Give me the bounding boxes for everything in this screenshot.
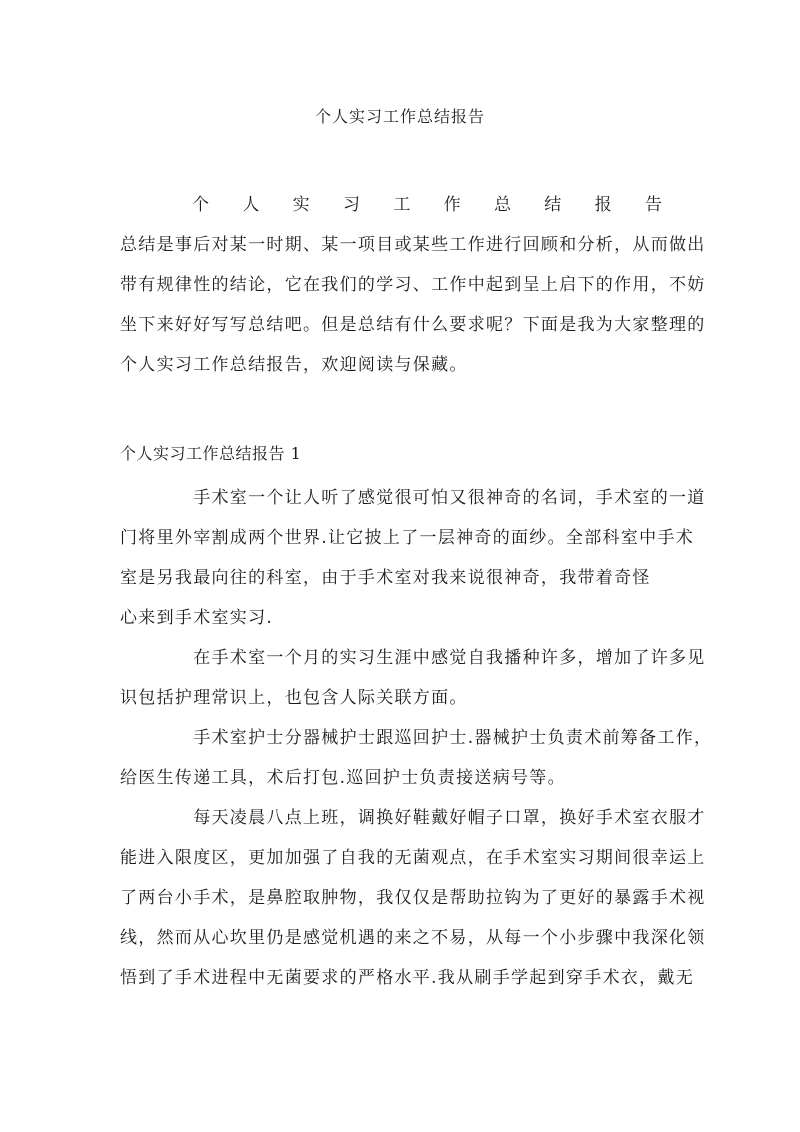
spaced-title-char: 总 (493, 195, 511, 215)
text-line: 心来到手术室实习. (120, 608, 274, 628)
document-title: 个人实习工作总结报告 (314, 107, 485, 126)
spaced-title-char: 工 (393, 195, 411, 215)
body-text (120, 478, 713, 998)
text-line: 个人实习工作总结报告，欢迎阅读与保藏。 (120, 355, 468, 375)
text-line: 线，然而从心坎里仍是感觉机遇的来之不易，从每一个小步骤中我深化领 (120, 928, 706, 948)
text-line: 每天凌晨八点上班，调换好鞋戴好帽子口罩，换好手术室衣服才 (120, 808, 706, 828)
text-line: 手术室护士分器械护士跟巡回护士.器械护士负责术前筹备工作， (120, 728, 713, 748)
spaced-title-char: 告 (644, 195, 662, 215)
spaced-title-char: 个 (192, 195, 209, 215)
spaced-title-char: 实 (292, 195, 310, 215)
text-line: 给医生传递工具，术后打包.巡回护士负责接送病号等。 (120, 768, 566, 788)
section-heading: 个人实习工作总结报告 1 (120, 444, 302, 463)
text-line: 门将里外宰割成两个世界.让它披上了一层神奇的面纱。全部科室中手术 (120, 528, 695, 548)
text-line: 了两台小手术，是鼻腔取肿物，我仅仅是帮助拉钩为了更好的暴露手术视 (120, 888, 706, 908)
text-line: 带有规律性的结论，它在我们的学习、工作中起到呈上启下的作用，不妨 (120, 275, 706, 295)
spaced-title-char: 作 (443, 195, 461, 215)
spaced-title-char: 结 (544, 195, 562, 215)
spaced-title (192, 190, 662, 215)
spaced-title-char: 人 (242, 195, 260, 215)
text-line: 在手术室一个月的实习生涯中感觉自我播种许多，增加了许多见 (120, 648, 706, 668)
text-line: 识包括护理常识上，也包含人际关联方面。 (120, 688, 468, 708)
intro-paragraph (120, 225, 706, 385)
text-line: 室是另我最向往的科室，由于手术室对我来说很神奇，我带着奇怪 (120, 568, 651, 588)
spaced-title-char: 报 (594, 195, 612, 215)
text-line: 悟到了手术进程中无菌要求的严格水平.我从刷手学起到穿手术衣，戴无 (120, 968, 695, 988)
spaced-title-char: 习 (342, 195, 360, 215)
text-line: 坐下来好好写写总结吧。但是总结有什么要求呢？下面是我为大家整理的 (120, 315, 706, 335)
text-line: 手术室一个让人听了感觉很可怕又很神奇的名词，手术室的一道 (120, 488, 706, 508)
text-line: 总结是事后对某一时期、某一项目或某些工作进行回顾和分析，从而做出 (120, 235, 706, 255)
text-line: 能进入限度区，更加加强了自我的无菌观点，在手术室实习期间很幸运上 (120, 848, 706, 868)
